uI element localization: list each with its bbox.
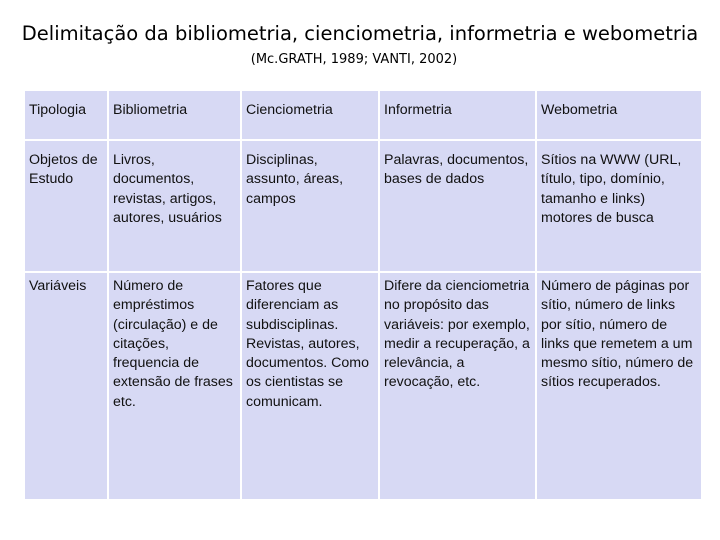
- table-row: [24, 272, 702, 500]
- table-cell: Número de páginas por sítio, número de links por sítio, número de links que remetem a um mesmo sítio, número de sítios recuperados.: [536, 272, 702, 500]
- table-cell: Número de empréstimos (circulação) e de citações, frequencia de extensão de frases etc.: [108, 272, 241, 500]
- row-label-objetos: Objetos de Estudo: [24, 140, 108, 272]
- header-cell-informetria: Informetria: [379, 90, 536, 140]
- header-cell-bibliometria: Bibliometria: [108, 90, 241, 140]
- table-cell: Disciplinas, assunto, áreas, campos: [241, 140, 379, 272]
- header-cell-tipologia: Tipologia: [24, 90, 108, 140]
- slide-title: Delimitação da bibliometria, cienciometria, informetria e webometria: [21, 22, 699, 45]
- table-cell: Difere da cienciometria no propósito das variáveis: por exemplo, medir a recuperação, a relevância, a revocação, etc.: [379, 272, 536, 500]
- slide-subtitle: (Mc.GRATH, 1989; VANTI, 2002): [250, 52, 458, 67]
- table-cell: Fatores que diferenciam as subdisciplinas. Revistas, autores, documentos. Como os cientistas se comunicam.: [241, 272, 379, 500]
- comparison-table: [23, 89, 703, 501]
- header-cell-cienciometria: Cienciometria: [241, 90, 379, 140]
- table-cell: Palavras, documentos, bases de dados: [379, 140, 536, 272]
- table-row: [24, 140, 702, 272]
- header-cell-webometria: Webometria: [536, 90, 702, 140]
- table-cell: Sítios na WWW (URL, título, tipo, domínio, tamanho e links) motores de busca: [536, 140, 702, 272]
- table-header-row: [24, 90, 702, 140]
- table-cell: Livros, documentos, revistas, artigos, autores, usuários: [108, 140, 241, 272]
- row-label-variaveis: Variáveis: [24, 272, 108, 500]
